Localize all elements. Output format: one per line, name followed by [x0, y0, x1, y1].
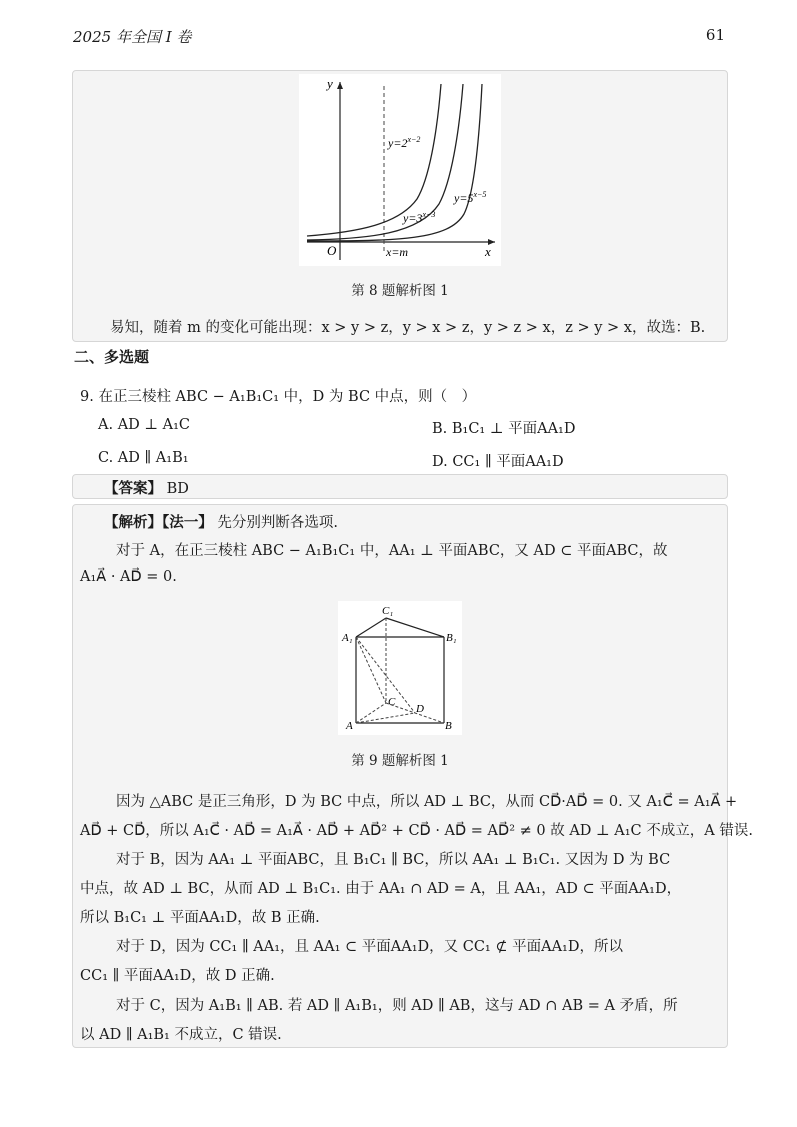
curve-5-label: $y=5^{x-5}$	[454, 190, 487, 205]
page-number: 61	[705, 26, 725, 44]
curve-3-pow	[307, 84, 463, 240]
label-a: A	[346, 720, 353, 732]
figure-8	[299, 74, 501, 266]
y-axis-arrow	[337, 82, 343, 89]
figure-8-caption: 第 8 题解析图 1	[351, 283, 449, 299]
para-b-line-1: 因为 △ABC 是正三角形，D 为 BC 中点，所以 AD ⊥ BC，从而 CD⃗·AD⃗ = 0. 又 A₁C⃗ = A₁A⃗ +	[116, 794, 738, 810]
label-d: D	[416, 703, 424, 715]
q9-option-b: B. B₁C₁ ⊥ 平面AA₁D	[432, 421, 576, 437]
analysis-intro-line	[104, 511, 338, 532]
q9-stem: 9. 在正三棱柱 ABC − A₁B₁C₁ 中，D 为 BC 中点，则（ ）	[80, 389, 477, 405]
answer-line	[104, 477, 189, 498]
figure-9-caption: 第 9 题解析图 1	[351, 753, 449, 769]
para-c-line-1: 对于 B，因为 AA₁ ⊥ 平面ABC，且 B₁C₁ ∥ BC，所以 AA₁ ⊥ B₁C₁. 又因为 D 为 BC	[116, 852, 671, 868]
para-c-line-3: 所以 B₁C₁ ⊥ 平面AA₁D，故 B 正确.	[80, 910, 320, 926]
xm-label: x=m	[386, 245, 409, 259]
para-d-line-2: CC₁ ∥ 平面AA₁D，故 D 正确.	[80, 968, 275, 984]
q9-option-c: C. AD ∥ A₁B₁	[98, 450, 189, 466]
figure-8-graph	[299, 74, 501, 266]
para-c-line-2: 中点，故 AD ⊥ BC，从而 AD ⊥ B₁C₁. 由于 AA₁ ∩ AD = A，且 AA₁，AD ⊂ 平面AA₁D，	[80, 881, 682, 897]
figure-9	[338, 601, 462, 735]
page-header	[73, 26, 725, 48]
section-title: 二、多选题	[74, 348, 150, 366]
answer-label: 【答案】	[104, 480, 162, 497]
answer-value: BD	[166, 481, 189, 497]
figure-9-prism	[338, 601, 462, 735]
para-d-line-1: 对于 D，因为 CC₁ ∥ AA₁，且 AA₁ ⊂ 平面AA₁D，又 CC₁ ⊄ 平面AA₁D，所以	[116, 939, 623, 955]
para-e-line-2: 以 AD ∥ A₁B₁ 不成立，C 错误.	[80, 1027, 282, 1043]
curve-2-label: $y=2^{x-2}$	[388, 135, 421, 150]
para-a-line-1: 对于 A，在正三棱柱 ABC − A₁B₁C₁ 中，AA₁ ⊥ 平面ABC，又 AD ⊂ 平面ABC，故	[116, 543, 668, 559]
y-label: y	[327, 76, 333, 91]
q9-option-a: A. AD ⊥ A₁C	[98, 417, 191, 433]
label-b: B	[445, 720, 452, 732]
header-title: 2025 年全国 I 卷	[73, 28, 192, 46]
label-c: C	[388, 696, 396, 708]
q9-option-d: D. CC₁ ∥ 平面AA₁D	[432, 454, 564, 470]
q8-conclusion: 易知，随着 m 的变化可能出现：x > y > z，y > x > z，y > z > x，z > y > x，故选：B.	[110, 320, 706, 336]
label-b1: B₁	[446, 632, 457, 644]
analysis-intro: 先分别判断各选项.	[217, 515, 338, 531]
label-c1: C₁	[382, 605, 394, 617]
origin-label: O	[327, 243, 337, 258]
x-label: x	[485, 244, 491, 259]
para-e-line-1: 对于 C，因为 A₁B₁ ∥ AB. 若 AD ∥ A₁B₁，则 AD ∥ AB，这与 AD ∩ AB = A 矛盾，所	[116, 998, 678, 1014]
para-b-line-2: AD⃗ + CD⃗，所以 A₁C⃗ · AD⃗ = A₁A⃗ · AD⃗ + AD⃗² + CD⃗ · AD⃗ = AD⃗² ≠ 0 故 AD ⊥ A₁C 不成立，A 错误.	[80, 823, 753, 839]
label-a1: A₁	[342, 632, 353, 644]
curve-3-label: $y=3^{x-3}$	[403, 210, 436, 225]
analysis-label: 【解析】【法一】	[104, 514, 213, 531]
para-a-line-2: A₁A⃗ · AD⃗ = 0.	[80, 569, 177, 585]
